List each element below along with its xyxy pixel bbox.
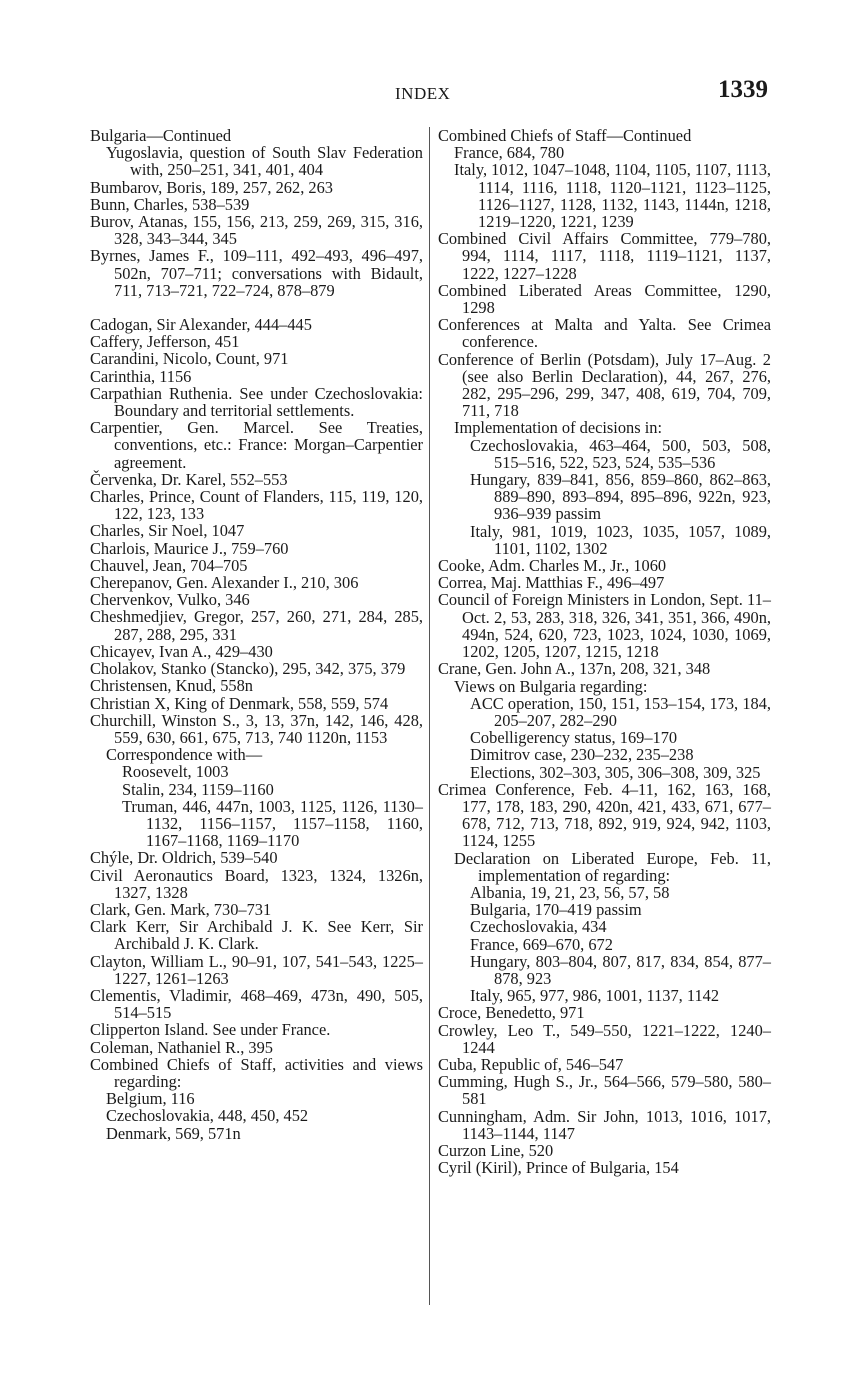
index-entry: Implementation of decisions in: (454, 418, 663, 438)
index-entry: Combined Chiefs of Staff—Continued (438, 126, 692, 145)
index-entry: Bulgaria, 170–419 passim (470, 900, 642, 920)
index-entry: Chervenkov, Vulko, 346 (90, 590, 250, 610)
page-header (0, 78, 855, 112)
index-entry: France, 684, 780 (454, 143, 565, 163)
index-entry: Curzon Line, 520 (438, 1140, 554, 1160)
index-entry: France, 669–670, 672 (470, 934, 613, 954)
index-entry: Charles, Prince, Count of Flanders, 115, 119, 120, 122, 123, 133 (90, 487, 423, 524)
index-entry: Clayton, William L., 90–91, 107, 541–543, 1225–1227, 1261–1263 (90, 951, 423, 988)
index-entry: Bulgaria—Continued (90, 126, 232, 145)
page-number: 1339 (718, 76, 768, 103)
index-entry: Charles, Sir Noel, 1047 (90, 521, 245, 541)
index-entry: Cholakov, Stanko (Stancko), 295, 342, 375, 379 (90, 659, 406, 679)
index-entry: Conferences at Malta and Yalta. See Crimea conference. (438, 315, 771, 352)
index-entry: ACC operation, 150, 151, 153–154, 173, 184, 205–207, 282–290 (470, 693, 771, 730)
running-title: INDEX (395, 84, 451, 103)
index-entry: Crowley, Leo T., 549–550, 1221–1222, 1240–1244 (438, 1020, 771, 1057)
index-entry: Christian X, King of Denmark, 558, 559, 574 (90, 693, 389, 713)
index-entry: Cheshmedjiev, Gregor, 257, 260, 271, 284, 285, 287, 288, 295, 331 (90, 607, 423, 644)
index-entry: Carpentier, Gen. Marcel. See Treaties, conventions, etc.: France: Morgan–Carpentier agreement. (90, 418, 423, 472)
index-entry: Christensen, Knud, 558n (90, 676, 253, 696)
index-entry: Cooke, Adm. Charles M., Jr., 1060 (438, 556, 667, 576)
index-entry: Burov, Atanas, 155, 156, 213, 259, 269, 315, 316, 328, 343–344, 345 (90, 212, 423, 249)
index-entry: Chicayev, Ivan A., 429–430 (90, 641, 273, 661)
index-entry: Bunn, Charles, 538–539 (90, 194, 250, 214)
index-entry: Červenka, Dr. Karel, 552–553 (90, 469, 288, 489)
index-entry: Czechoslovakia, 434 (470, 917, 607, 937)
index-entry: Cadogan, Sir Alexander, 444–445 (90, 315, 312, 335)
index-entry: Yugoslavia, question of South Slav Federation with, 250–251, 341, 401, 404 (106, 143, 423, 180)
index-entry: Civil Aeronautics Board, 1323, 1324, 1326n, 1327, 1328 (90, 865, 423, 902)
index-entry: Carpathian Ruthenia. See under Czechoslovakia: Boundary and territorial settlements. (90, 383, 423, 421)
index-entry: Cunningham, Adm. Sir John, 1013, 1016, 1017, 1143–1144, 1147 (438, 1106, 771, 1143)
index-entry: Clementis, Vladimir, 468–469, 473n, 490, 505, 514–515 (90, 985, 423, 1023)
index-entry: Crane, Gen. John A., 137n, 208, 321, 348 (438, 659, 711, 679)
index-entry: Clark Kerr, Sir Archibald J. K. See Kerr, Sir Archibald J. K. Clark. (90, 917, 423, 954)
index-entry: Correa, Maj. Matthias F., 496–497 (438, 573, 665, 593)
index-entry: Cumming, Hugh S., Jr., 564–566, 579–580, 580–581 (438, 1072, 771, 1109)
index-entry: Stalin, 234, 1159–1160 (122, 779, 274, 799)
index-entry: Bumbarov, Boris, 189, 257, 262, 263 (90, 177, 333, 197)
index-column-left (90, 127, 423, 1142)
index-entry: Czechoslovakia, 448, 450, 452 (106, 1106, 309, 1126)
index-entry: Cuba, Republic of, 546–547 (438, 1054, 624, 1074)
index-entry: Chýle, Dr. Oldrich, 539–540 (90, 848, 278, 868)
index-entry: Byrnes, James F., 109–111, 492–493, 496–497, 502n, 707–711; conversations with Bidault, 711, 713–721, 722–724, 878–879 (90, 246, 423, 300)
section-gap (90, 299, 423, 316)
index-entry: Cobelligerency status, 169–170 (470, 728, 678, 748)
index-entry: Combined Civil Affairs Committee, 779–780, 994, 1114, 1117, 1118, 1119–1121, 1137, 1222, 1227–1228 (438, 229, 771, 283)
index-column-right (438, 127, 771, 1176)
index-entry: Hungary, 803–804, 807, 817, 834, 854, 877–878, 923 (470, 951, 771, 988)
index-entry: Charlois, Maurice J., 759–760 (90, 538, 289, 558)
index-entry: Czechoslovakia, 463–464, 500, 503, 508, 515–516, 522, 523, 524, 535–536 (470, 435, 771, 472)
index-entry: Views on Bulgaria regarding: (454, 676, 648, 696)
index-entry: Caffery, Jefferson, 451 (90, 332, 240, 352)
index-entry: Albania, 19, 21, 23, 56, 57, 58 (470, 882, 670, 902)
index-entry: Chauvel, Jean, 704–705 (90, 555, 248, 575)
index-entry: Denmark, 569, 571n (106, 1123, 241, 1143)
index-entry: Cherepanov, Gen. Alexander I., 210, 306 (90, 573, 359, 593)
index-entry: Italy, 1012, 1047–1048, 1104, 1105, 1107, 1113, 1114, 1116, 1118, 1120–1121, 1123–1125, 1126–1127, 1128, 1132, 1143, 1144n, 1218, 1219–1220, 1221, 1239 (454, 160, 771, 232)
index-entry: Truman, 446, 447n, 1003, 1125, 1126, 1130–1132, 1156–1157, 1157–1158, 1160, 1167–1168, 1169–1170 (122, 796, 423, 851)
index-entry: Crimea Conference, Feb. 4–11, 162, 163, 168, 177, 178, 183, 290, 420n, 421, 433, 671, 677–678, 712, 713, 718, 892, 919, 924, 942, 1103, 1124, 1255 (438, 779, 771, 851)
index-entry: Dimitrov case, 230–232, 235–238 (470, 745, 694, 765)
index-entry: Coleman, Nathaniel R., 395 (90, 1037, 273, 1057)
index-entry: Hungary, 839–841, 856, 859–860, 862–863, 889–890, 893–894, 895–896, 922n, 923, 936–939 passim (470, 470, 771, 524)
index-entry: Declaration on Liberated Europe, Feb. 11, implementation of regarding: (454, 848, 771, 885)
index-entry: Council of Foreign Ministers in London, Sept. 11–Oct. 2, 53, 283, 318, 326, 341, 351, 366, 490n, 494n, 524, 620, 723, 1023, 1024, 1030, 1069, 1202, 1205, 1207, 1215, 1218 (438, 590, 771, 662)
index-entry: Clark, Gen. Mark, 730–731 (90, 899, 272, 919)
index-entry: Italy, 965, 977, 986, 1001, 1137, 1142 (470, 986, 720, 1006)
index-entry: Cyril (Kiril), Prince of Bulgaria, 154 (438, 1158, 679, 1178)
index-entry: Combined Liberated Areas Committee, 1290, 1298 (438, 280, 771, 318)
index-entry: Belgium, 116 (106, 1089, 195, 1109)
index-entry: Carinthia, 1156 (90, 366, 192, 386)
index-entry: Churchill, Winston S., 3, 13, 37n, 142, 146, 428, 559, 630, 661, 675, 713, 740 1120n, 1153 (90, 710, 423, 747)
column-divider (429, 127, 430, 1305)
index-entry: Combined Chiefs of Staff, activities and views regarding: (90, 1054, 423, 1091)
index-entry: Elections, 302–303, 305, 306–308, 309, 325 (470, 762, 761, 782)
index-entry: Roosevelt, 1003 (122, 762, 229, 782)
index-entry: Clipperton Island. See under France. (90, 1020, 331, 1040)
index-entry: Conference of Berlin (Potsdam), July 17–Aug. 2 (see also Berlin Declaration), 44, 267, 276, 282, 295–296, 299, 347, 408, 619, 704, 709, 711, 718 (438, 349, 771, 421)
index-entry: Italy, 981, 1019, 1023, 1035, 1057, 1089, 1101, 1102, 1302 (470, 521, 771, 558)
index-entry: Croce, Benedetto, 971 (438, 1003, 585, 1023)
index-entry: Carandini, Nicolo, Count, 971 (90, 349, 289, 369)
index-entry: Correspondence with— (106, 745, 263, 765)
